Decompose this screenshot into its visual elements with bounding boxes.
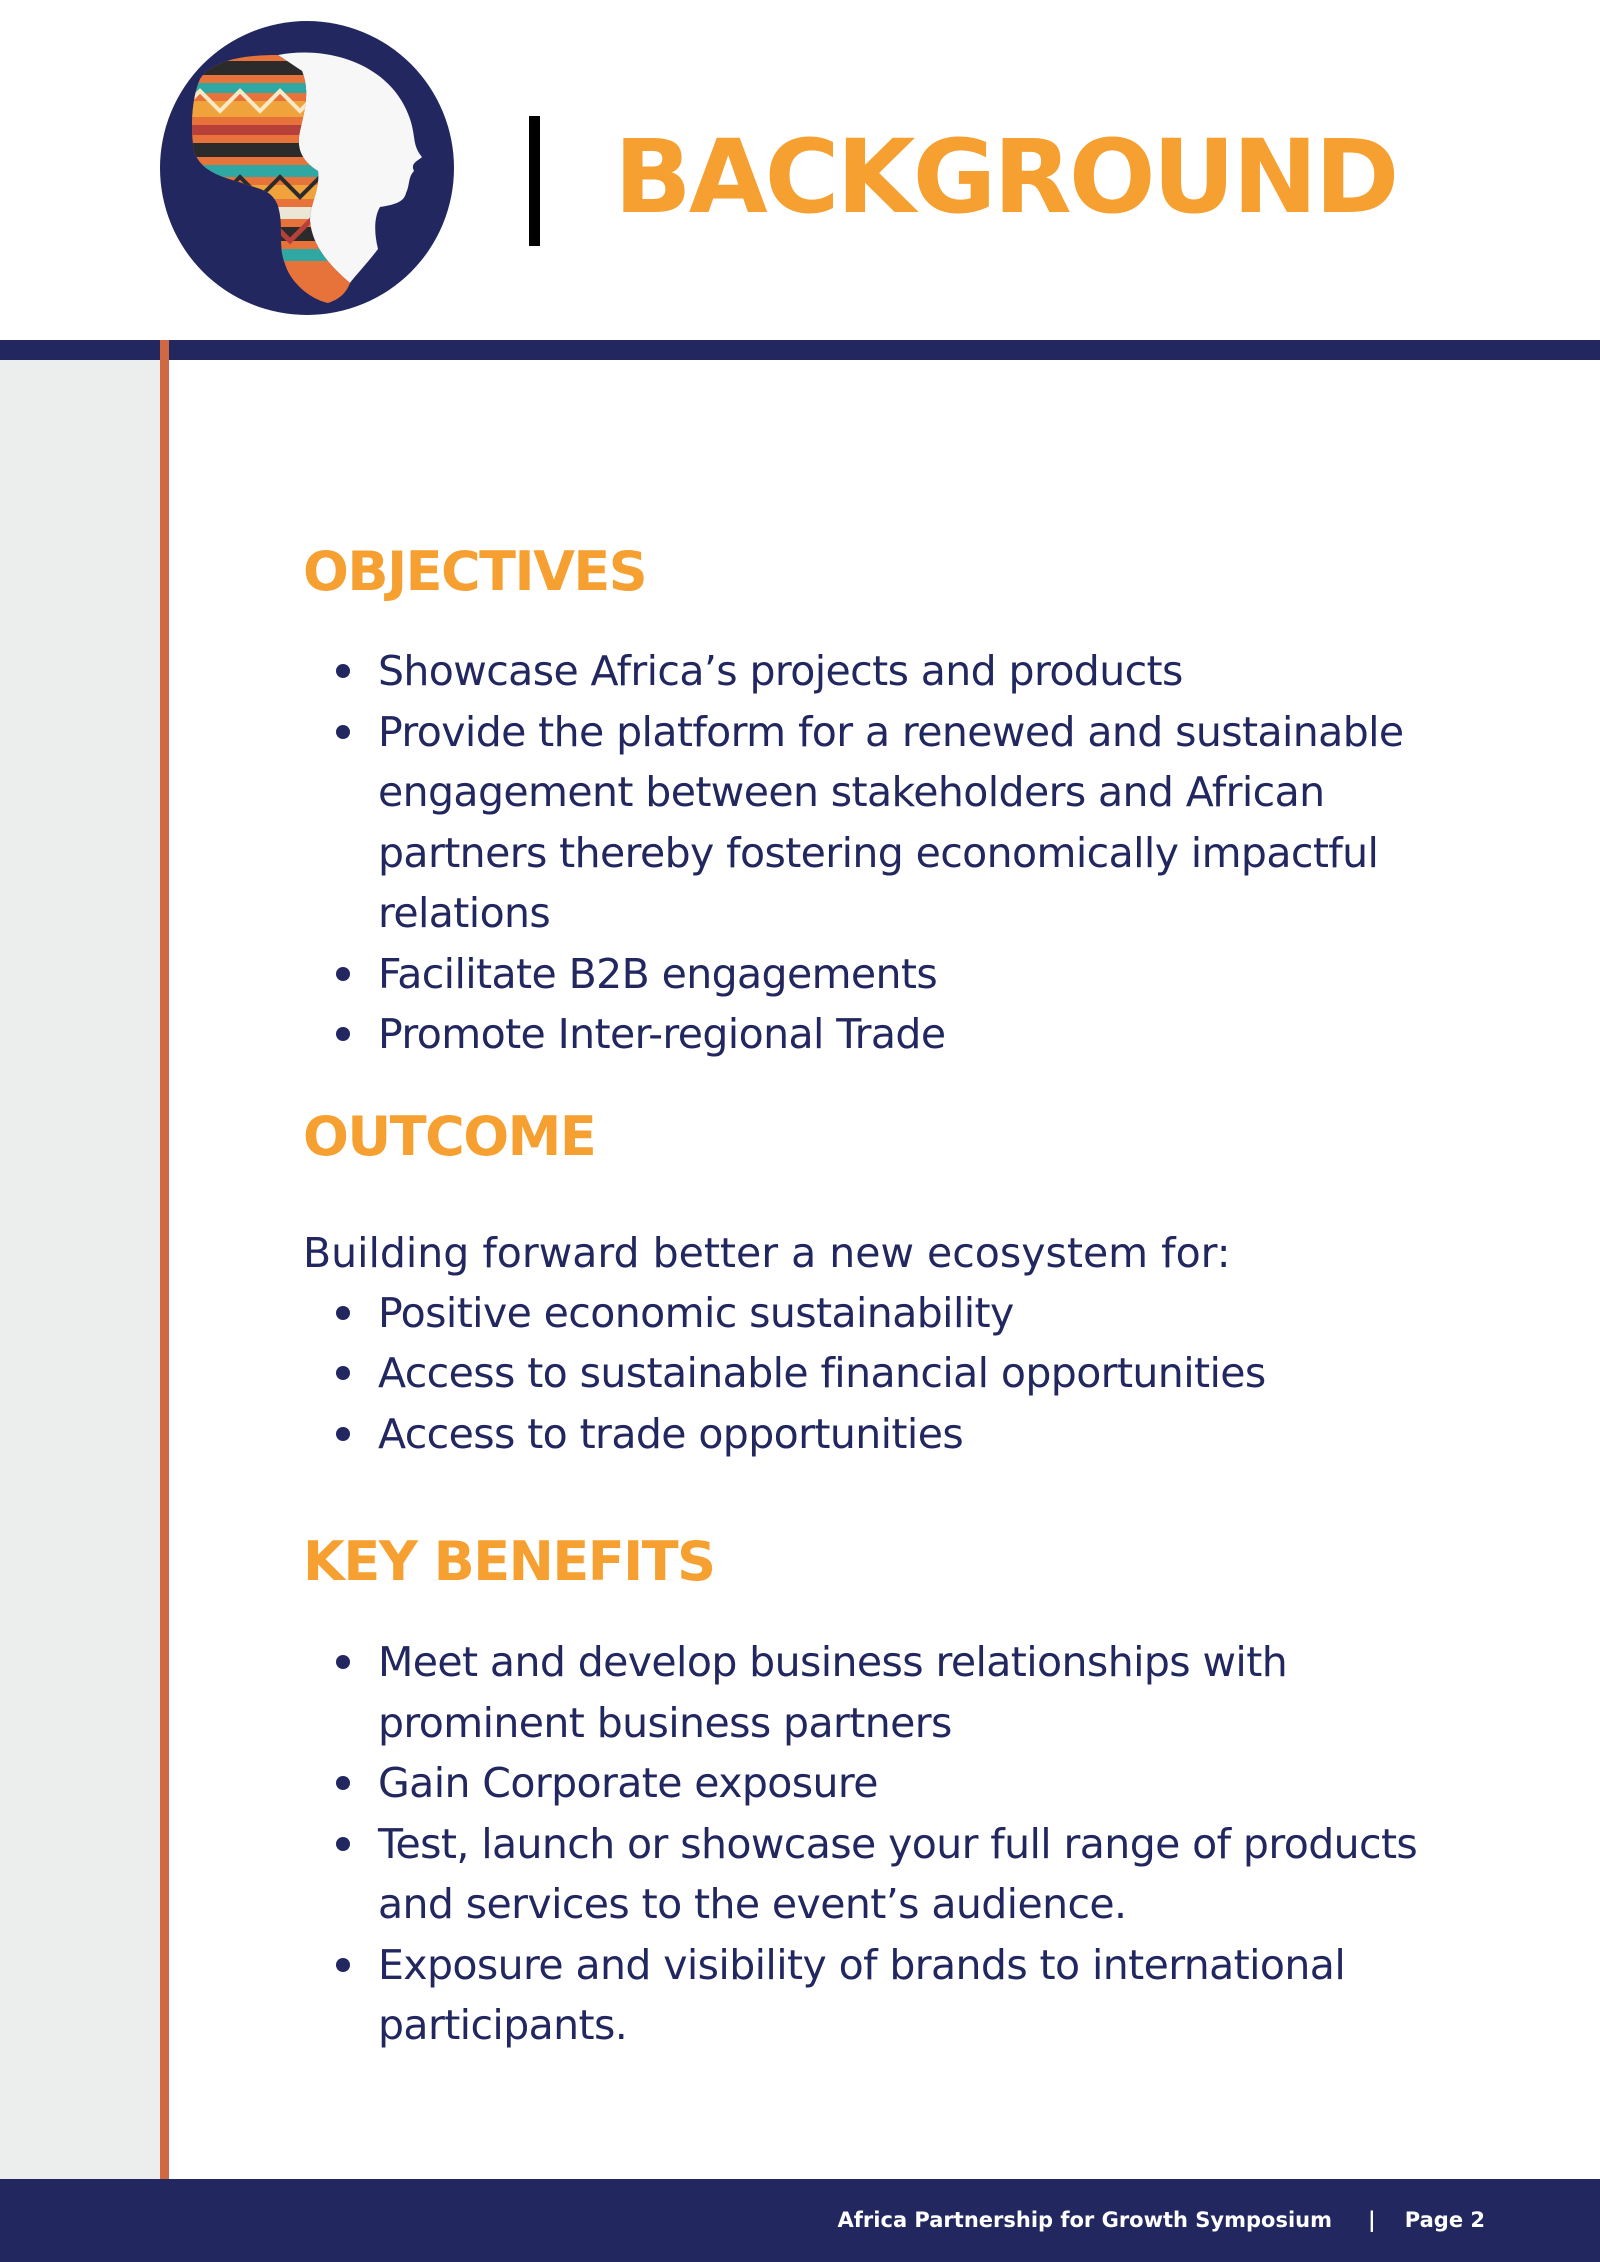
key-benefits-section bbox=[303, 1530, 1473, 2056]
header-divider bbox=[529, 116, 540, 246]
africa-continent-profile-logo-icon bbox=[160, 21, 454, 315]
outcome-heading: OUTCOME bbox=[303, 1104, 596, 1168]
bullet-icon bbox=[336, 1027, 350, 1041]
key-benefits-heading: KEY BENEFITS bbox=[303, 1530, 715, 1593]
bullet-icon bbox=[336, 1306, 350, 1320]
bullet-icon bbox=[336, 1655, 350, 1669]
list-item bbox=[303, 944, 1473, 1005]
bullet-icon bbox=[336, 664, 350, 678]
footer-separator: | bbox=[1368, 2208, 1376, 2232]
list-item-text: Gain Corporate exposure bbox=[378, 1759, 878, 1807]
list-item bbox=[303, 1004, 1473, 1065]
left-margin-panel bbox=[0, 360, 160, 2179]
objectives-list bbox=[303, 641, 1473, 1065]
footer-event-name: Africa Partnership for Growth Symposium bbox=[837, 2208, 1332, 2232]
list-item-text: Promote Inter-regional Trade bbox=[378, 1010, 946, 1058]
bullet-icon bbox=[336, 1366, 350, 1380]
list-item-text: Facilitate B2B engagements bbox=[378, 949, 938, 998]
outcome-list bbox=[303, 1283, 1473, 1465]
bullet-icon bbox=[336, 1958, 350, 1972]
page-title: BACKGROUND bbox=[614, 118, 1397, 237]
list-item bbox=[303, 1814, 1473, 1935]
list-item-text: Provide the platform for a renewed and sustainable engagement between stakeholders and African partners thereby fostering economically impactful relations bbox=[378, 707, 1404, 937]
list-item bbox=[303, 702, 1473, 944]
list-item bbox=[303, 1632, 1473, 1753]
list-item-text: Showcase Africa’s projects and products bbox=[378, 647, 1183, 695]
outcome-intro: Building forward better a new ecosystem for: bbox=[303, 1228, 1231, 1277]
footer-page-number: Page 2 bbox=[1404, 2208, 1485, 2232]
list-item bbox=[303, 1935, 1473, 2056]
list-item-text: Positive economic sustainability bbox=[378, 1288, 1014, 1337]
key-benefits-list bbox=[303, 1632, 1473, 2056]
list-item bbox=[303, 1343, 1473, 1404]
bullet-icon bbox=[336, 725, 350, 739]
list-item bbox=[303, 1404, 1473, 1465]
bullet-icon bbox=[336, 1837, 350, 1851]
bullet-icon bbox=[336, 1427, 350, 1441]
header-band bbox=[0, 340, 1600, 360]
list-item-text: Access to sustainable financial opportunities bbox=[378, 1349, 1266, 1397]
list-item bbox=[303, 641, 1473, 702]
objectives-heading: OBJECTIVES bbox=[303, 540, 647, 603]
outcome-section bbox=[303, 1105, 1473, 1465]
bullet-icon bbox=[336, 1776, 350, 1790]
main-content bbox=[303, 360, 1473, 2056]
list-item-text: Meet and develop business relationships with prominent business partners bbox=[378, 1638, 1288, 1747]
list-item bbox=[303, 1283, 1473, 1344]
page-footer bbox=[0, 2179, 1600, 2262]
list-item-text: Access to trade opportunities bbox=[378, 1409, 964, 1458]
vertical-accent-rule bbox=[160, 340, 169, 2179]
list-item bbox=[303, 1753, 1473, 1814]
objectives-section bbox=[303, 540, 1473, 1065]
page-header bbox=[0, 0, 1600, 340]
list-item-text: Test, launch or showcase your full range of products and services to the event’s audience. bbox=[378, 1819, 1418, 1928]
bullet-icon bbox=[336, 967, 350, 981]
list-item-text: Exposure and visibility of brands to international participants. bbox=[378, 1940, 1346, 2049]
